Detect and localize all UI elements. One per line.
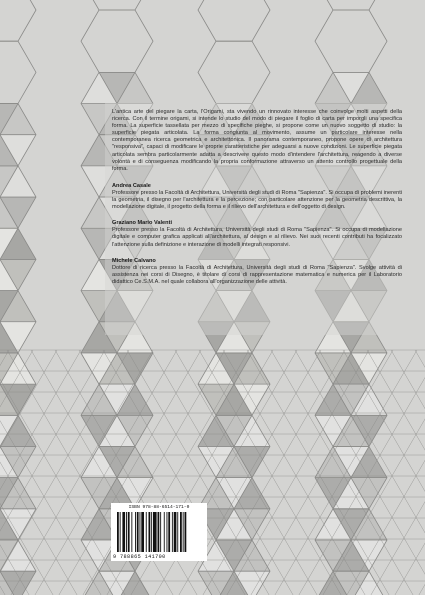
author-name: Graziano Mario Valenti [112,220,172,227]
isbn-barcode [111,503,207,561]
author-name: Michele Calvano [112,257,156,264]
barcode-digits: 9 788865 141700 [113,554,166,560]
barcode-bars [117,512,201,554]
author-bio [112,258,402,286]
author-description: Professore presso la Facoltà di Architettura, Università degli studi di Roma "Sapienza". Si occupa di problemi inerenti la geometria, il disegno per l'architettura e la percezione; con particolare attenzione per la geometria descrittiva, la modellazione digitale, il progetto della forma e il rilievo dell'architettura e dell'oggetto di design. [112,189,402,211]
author-bio [112,220,402,248]
author-description: Dottore di ricerca presso la Facoltà di Architettura, Università degli studi di Roma "Sapienza". Svolge attività di assistenza nei corsi di Disegno, è titolare di corsi di rappresentazione matematica e numerica per il Laboratorio didattico Ce.S.M.A. nel quale collabora all'organizzazione delle attività. [112,264,402,285]
author-bio [112,183,402,211]
intro-paragraph: L'antica arte del piegare la carta, l'Origami, sta vivendo un rinnovato interesse che coinvolge molti aspetti della ricerca. Con il termine origami, si intende lo studio del modo di piegare il foglio di carta per imporgli una specifica forma. La superficie tassellata per mezzo di specifiche pieghe, si propone come un nuovo soggetto di studio: la superficie piegata articolata. La forma congiunta al movimento, assume un particolare interesse nella contemporanea ricerca geometrica e architettonica. Il panorama contemporaneo, propone opere di architettura "responsiva", capaci di modificare le proprie caratteristiche per adeguarsi a nuove condizioni. Le superficie piegata articolata sembra particolarmente adatta a descrivere questo modo d'intendere l'architettura, reagendo a diverse volontà e di conseguenza modificando la propria conformazione attraverso un attento controllo progettuale della forma. [112,109,402,172]
author-description: Professore presso la Facoltà di Architettura, Università degli studi di Roma "Sapienza". Si occupa di modellazione digitale e computer grafica applicati all'architettura, al design e al rilievo. Nei suoi recenti contributi ha focalizzato l'attenzione sulla definizione e interazione di modelli integrati responsivi. [112,227,402,248]
isbn-label: ISBN 978-88-6514-171-0 [128,505,190,510]
back-cover-text [112,109,402,295]
author-name: Andrea Casale [112,182,151,189]
